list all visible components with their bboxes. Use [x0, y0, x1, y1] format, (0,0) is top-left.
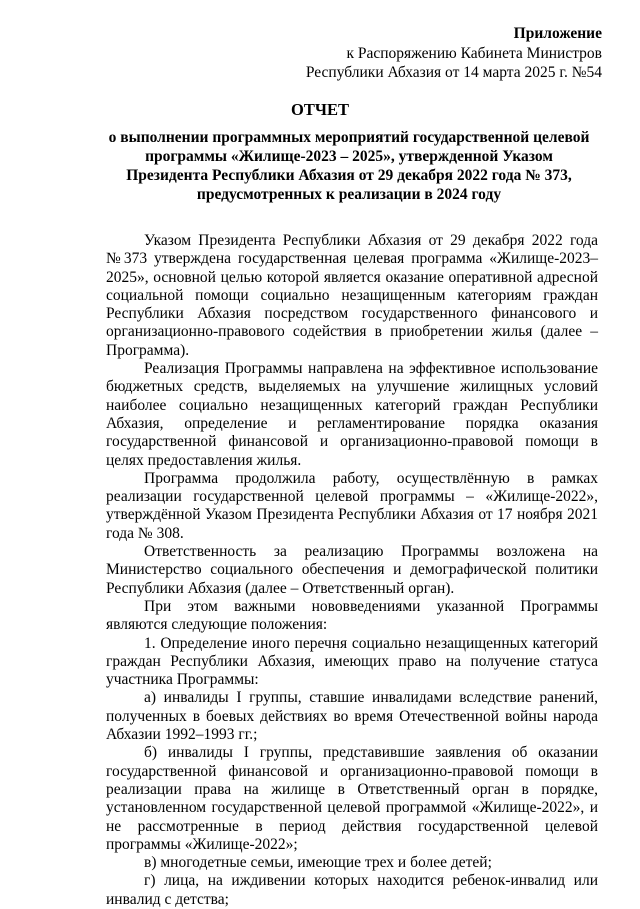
paragraph-item-g: г) лица, на иждивении которых находится ребенок-инвалид или инвалид с детства; [106, 872, 598, 908]
paragraph-program-continuation: Программа продолжила работу, осуществлённую в рамках реализации государственной целевой программы – «Жилище-2022», утверждённой Указом Президента Республики Абхазия от 17 ноября 2021 года № 308. [106, 469, 598, 542]
paragraph-program-purpose: Реализация Программы направлена на эффективное использование бюджетных средств, выделяемых на улучшение жилищных условий наиболее социально незащищенных категорий граждан Республики Абхазия, определение и регламентирование порядка оказания государственной финансовой и организационно-правовой помощи в целях предоставления жилья. [106, 360, 598, 469]
appendix-reference-line-2: Республики Абхазия от 14 марта 2025 г. №54 [305, 64, 602, 81]
paragraph-innovations: При этом важными нововведениями указанной Программы являются следующие положения: [106, 597, 598, 634]
appendix-reference-line-1: к Распоряжению Кабинета Министров [346, 44, 602, 62]
paragraph-item-1: 1. Определение иного перечня социально незащищенных категорий граждан Республики Абхазия, имеющих право на получение статуса участника Программы: [106, 634, 598, 689]
paragraph-item-b: б) инвалиды I группы, представившие заявления об оказании государственной финансовой и организационно-правовой помощи в реализации права на жилище в Ответственный орган в порядке, установленном государственной целевой программой «Жилище-2022», и не рассмотренные в период действия государственной целевой программы «Жилище-2022»; [106, 744, 598, 853]
report-body [106, 232, 598, 909]
paragraph-intro: Указом Президента Республики Абхазия от 29 декабря 2022 года №373 утверждена государственная целевая программа «Жилище-2023–2025», основной целью которой является оказание оперативной адресной социальной помощи социально незащищенным категориям граждан Республики Абхазия посредством государственного финансового и организационно-правового содействия в приобретении жилья (далее – Программа). [106, 232, 598, 359]
report-subtitle: о выполнении программных мероприятий государственной целевой программы «Жилище-2023 – 2025», утвержденной Указом Президента Республики Абхазия от 29 декабря 2022 года № 373, предусмотренных к реализации в 2024 году [108, 129, 590, 203]
paragraph-item-v: в) многодетные семьи, имеющие трех и более детей; [144, 854, 492, 872]
appendix-title: Приложение [513, 25, 602, 42]
paragraph-item-a: а) инвалиды I группы, ставшие инвалидами вследствие ранений, полученных в боевых действиях во время Отечественной войны народа Абхазии 1992–1993 гг.; [106, 689, 598, 744]
report-heading: ОТЧЕТ [291, 100, 349, 119]
paragraph-responsibility: Ответственность за реализацию Программы возложена на Министерство социального обеспечения и демографической политики Республики Абхазия (далее – Ответственный орган). [106, 543, 598, 597]
appendix-block [306, 24, 602, 83]
